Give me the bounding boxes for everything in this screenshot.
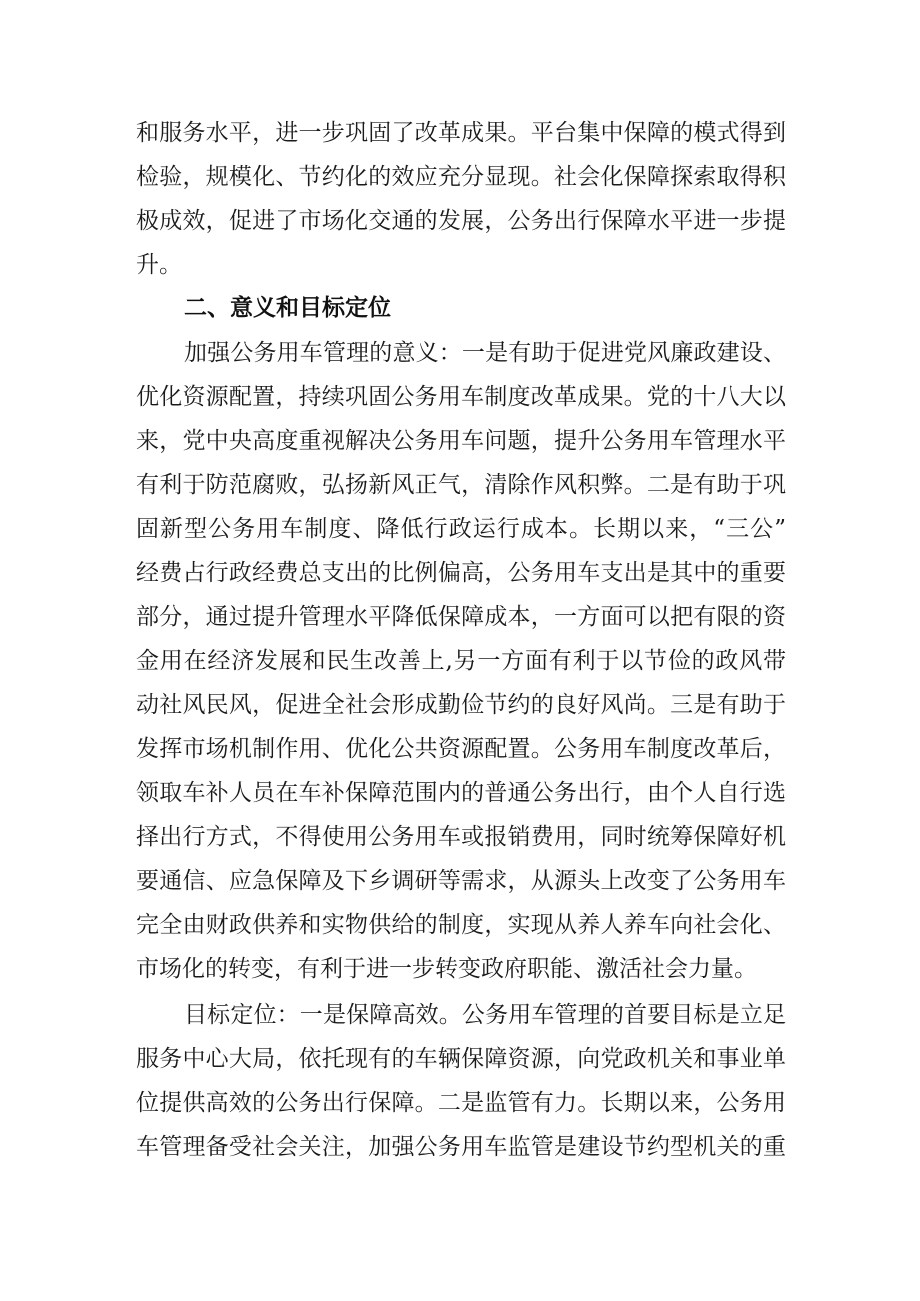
paragraph-line: 检验，规模化、节约化的效应充分显现。社会化保障探索取得积 [136, 164, 786, 190]
paragraph-line: 有利于防范腐败，弘扬新风正气，清除作风积弊。二是有助于巩 [136, 472, 786, 498]
paragraph-line: 完全由财政供养和实物供给的制度，实现从养人养车向社会化、 [136, 912, 786, 938]
paragraph-line: 发挥市场机制作用、优化公共资源配置。公务用车制度改革后， [136, 736, 786, 762]
paragraph-line: 固新型公务用车制度、降低行政运行成本。长期以来，“三公” [136, 516, 786, 542]
paragraph-line: 来，党中央高度重视解决公务用车问题，提升公务用车管理水平 [136, 428, 786, 454]
paragraph-line: 要通信、应急保障及下乡调研等需求，从源头上改变了公务用车 [136, 868, 786, 894]
paragraph-line: 金用在经济发展和民生改善上,另一方面有利于以节俭的政风带 [136, 648, 786, 674]
section-heading: 二、意义和目标定位 [184, 295, 391, 321]
paragraph-line: 和服务水平，进一步巩固了改革成果。平台集中保障的模式得到 [136, 120, 786, 146]
paragraph-line: 加强公务用车管理的意义：一是有助于促进党风廉政建设、 [184, 340, 786, 366]
paragraph-line: 升。 [136, 252, 182, 278]
paragraph-line: 目标定位：一是保障高效。公务用车管理的首要目标是立足 [184, 1002, 786, 1028]
paragraph-line: 领取车补人员在车补保障范围内的普通公务出行，由个人自行选 [136, 780, 786, 806]
paragraph-line: 极成效，促进了市场化交通的发展，公务出行保障水平进一步提 [136, 208, 786, 234]
paragraph-line: 位提供高效的公务出行保障。二是监管有力。长期以来，公务用 [136, 1090, 786, 1116]
paragraph-line: 车管理备受社会关注，加强公务用车监管是建设节约型机关的重 [136, 1134, 786, 1160]
paragraph-line: 服务中心大局，依托现有的车辆保障资源，向党政机关和事业单 [136, 1046, 786, 1072]
paragraph-line: 择出行方式，不得使用公务用车或报销费用，同时统筹保障好机 [136, 824, 786, 850]
paragraph-line: 部分，通过提升管理水平降低保障成本，一方面可以把有限的资 [136, 604, 786, 630]
paragraph-line: 市场化的转变，有利于进一步转变政府职能、激活社会力量。 [136, 956, 757, 982]
paragraph-line: 经费占行政经费总支出的比例偏高，公务用车支出是其中的重要 [136, 560, 786, 586]
paragraph-line: 优化资源配置，持续巩固公务用车制度改革成果。党的十八大以 [136, 384, 786, 410]
paragraph-line: 动社风民风，促进全社会形成勤俭节约的良好风尚。三是有助于 [136, 692, 786, 718]
